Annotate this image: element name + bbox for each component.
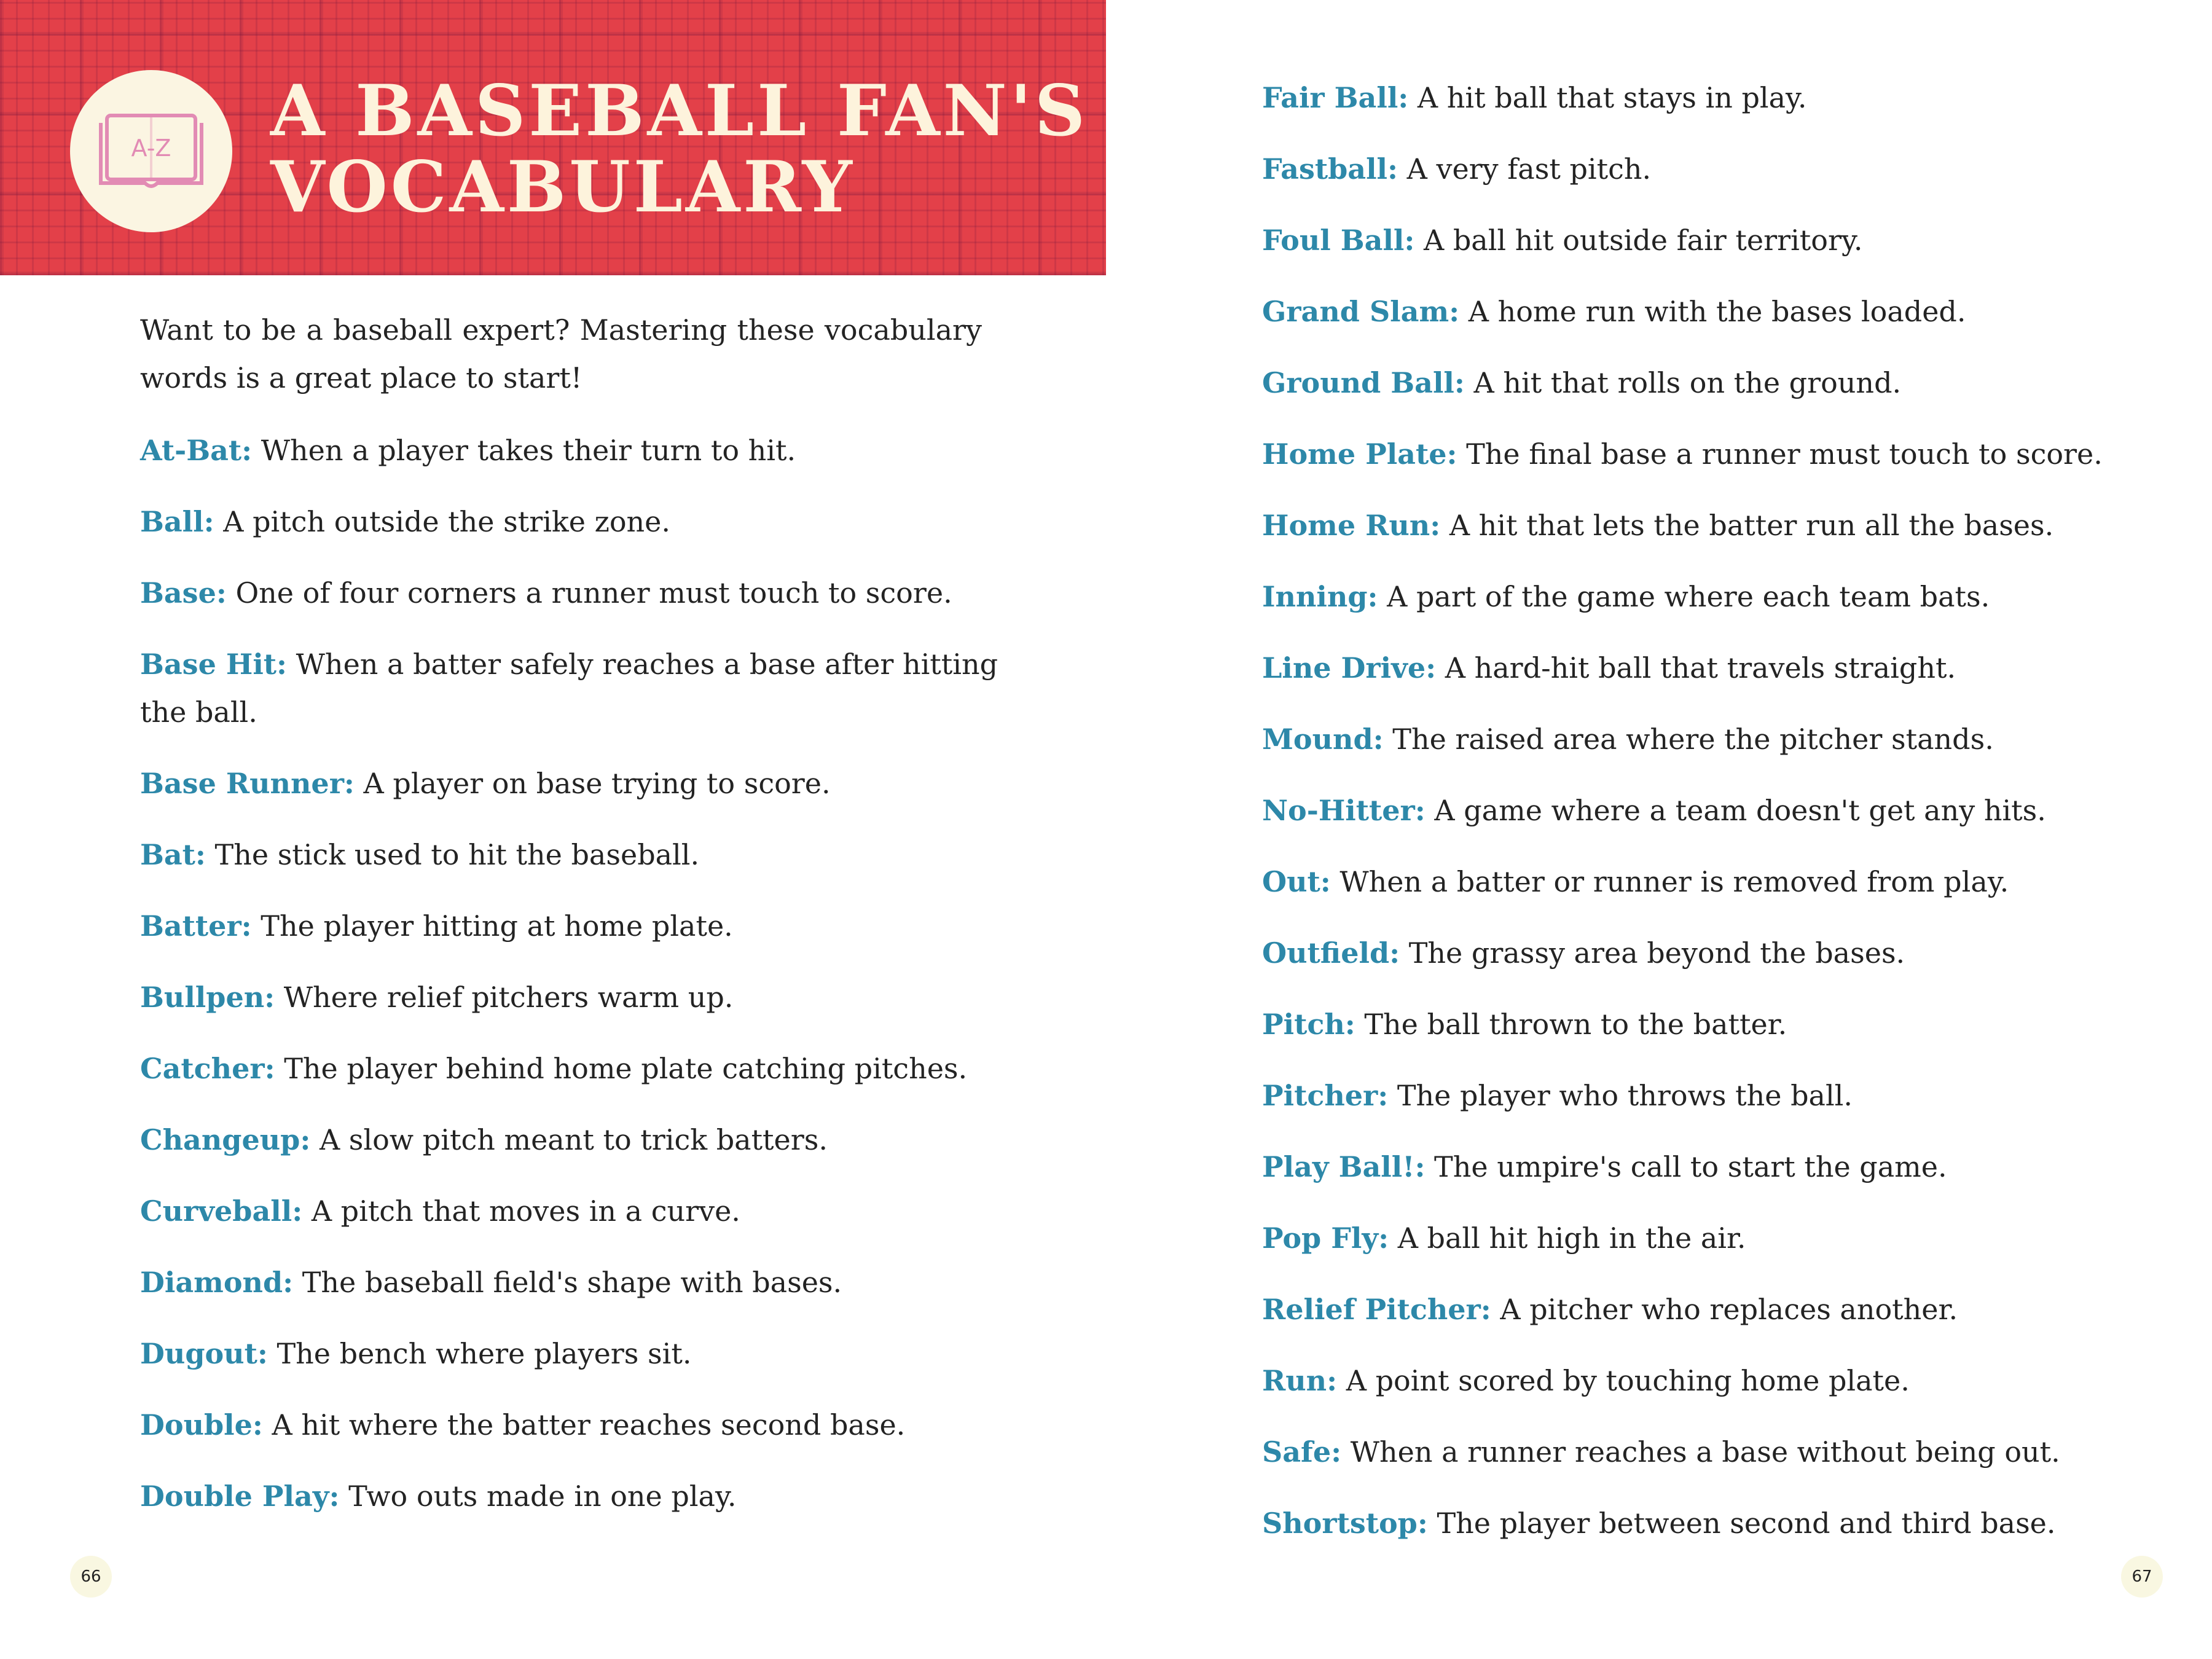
title-banner	[0, 0, 1106, 275]
vocabulary-term: Bat:	[140, 838, 206, 871]
right-page	[1106, 0, 2212, 1659]
vocabulary-term: Fair Ball:	[1262, 81, 1409, 114]
open-book-icon	[97, 111, 205, 192]
vocabulary-entry	[1262, 145, 2171, 193]
vocabulary-definition: The player hitting at home plate.	[261, 909, 733, 943]
vocabulary-term: Double Play:	[140, 1480, 340, 1513]
vocabulary-definition: One of four corners a runner must touch to score.	[235, 576, 952, 610]
vocabulary-term: Play Ball!:	[1262, 1150, 1426, 1183]
vocabulary-definition: A hit where the batter reaches second base.	[272, 1408, 906, 1441]
vocabulary-definition: When a batter safely reaches a base after hitting the ball.	[140, 648, 998, 729]
vocabulary-term: Run:	[1262, 1364, 1338, 1397]
vocabulary-term: Changeup:	[140, 1123, 311, 1156]
vocabulary-term: Base Runner:	[140, 767, 355, 800]
vocabulary-term: Outfield:	[1262, 936, 1400, 970]
vocabulary-term: Dugout:	[140, 1337, 268, 1370]
vocabulary-definition: A hit ball that stays in play.	[1417, 81, 1807, 114]
vocabulary-entry	[1262, 430, 2171, 478]
vocabulary-definition: The player between second and third base.	[1437, 1507, 2056, 1540]
vocabulary-term: Relief Pitcher:	[1262, 1293, 1491, 1326]
vocabulary-definition: When a runner reaches a base without being out.	[1350, 1435, 2060, 1469]
vocabulary-definition: When a batter or runner is removed from play.	[1339, 865, 2009, 898]
vocabulary-entry	[1262, 715, 2171, 763]
vocabulary-term: Batter:	[140, 909, 252, 943]
vocabulary-term: Line Drive:	[1262, 651, 1437, 684]
vocabulary-entry	[1262, 929, 2171, 977]
vocabulary-definition: A part of the game where each team bats.	[1387, 580, 1990, 613]
vocabulary-term: Catcher:	[140, 1052, 275, 1085]
vocabulary-term: Bullpen:	[140, 981, 275, 1014]
vocabulary-entry	[1262, 573, 2171, 621]
vocabulary-entry	[140, 498, 1000, 546]
vocabulary-term: Ball:	[140, 505, 214, 538]
vocabulary-term: At-Bat:	[140, 434, 253, 467]
vocabulary-term: Foul Ball:	[1262, 224, 1415, 257]
vocabulary-list-left	[140, 426, 1000, 1543]
vocabulary-entry	[1262, 1285, 2171, 1333]
vocabulary-definition: The raised area where the pitcher stands.	[1392, 723, 1994, 756]
vocabulary-list-right	[1262, 74, 2171, 1571]
page-number-left: 66	[70, 1556, 112, 1598]
vocabulary-term: Curveball:	[140, 1194, 303, 1228]
vocabulary-term: Pitcher:	[1262, 1079, 1389, 1112]
vocabulary-definition: The player behind home plate catching pitches.	[284, 1052, 968, 1085]
title-line-2: VOCABULARY	[270, 146, 855, 228]
vocabulary-entry	[140, 973, 1000, 1021]
vocabulary-term: Diamond:	[140, 1266, 294, 1299]
vocabulary-entry	[140, 902, 1000, 950]
intro-paragraph: Want to be a baseball expert? Mastering these vocabulary words is a great place to start!	[140, 313, 982, 394]
vocabulary-term: Ground Ball:	[1262, 366, 1465, 399]
vocabulary-definition: Where relief pitchers warm up.	[283, 981, 734, 1014]
vocabulary-entry	[1262, 501, 2171, 549]
vocabulary-definition: A pitch outside the strike zone.	[223, 505, 671, 538]
vocabulary-definition: The baseball field's shape with bases.	[302, 1266, 842, 1299]
vocabulary-term: Double:	[140, 1408, 263, 1441]
vocabulary-definition: A hit that lets the batter run all the bases.	[1449, 509, 2054, 542]
vocabulary-term: Base:	[140, 576, 227, 610]
vocabulary-entry	[1262, 216, 2171, 264]
vocabulary-definition: A ball hit high in the air.	[1397, 1222, 1746, 1255]
vocabulary-definition: A home run with the bases loaded.	[1468, 295, 1966, 328]
vocabulary-definition: The final base a runner must touch to score.	[1466, 437, 2103, 471]
vocabulary-definition: A point scored by touching home plate.	[1346, 1364, 1910, 1397]
vocabulary-entry	[1262, 1214, 2171, 1262]
vocabulary-entry	[1262, 786, 2171, 834]
vocabulary-entry	[1262, 858, 2171, 906]
vocabulary-entry	[140, 569, 1000, 617]
vocabulary-definition: The bench where players sit.	[276, 1337, 692, 1370]
vocabulary-definition: A very fast pitch.	[1406, 152, 1652, 186]
vocabulary-entry	[1262, 644, 2171, 692]
vocabulary-definition: A ball hit outside fair territory.	[1424, 224, 1863, 257]
vocabulary-entry	[1262, 1000, 2171, 1048]
vocabulary-entry	[1262, 1428, 2171, 1476]
title-line-1: A BASEBALL FAN'S	[270, 69, 1089, 152]
vocabulary-definition: When a player takes their turn to hit.	[261, 434, 796, 467]
vocabulary-term: Inning:	[1262, 580, 1378, 613]
vocabulary-definition: The grassy area beyond the bases.	[1408, 936, 1905, 970]
vocabulary-term: Mound:	[1262, 723, 1384, 756]
icon-label: A-Z	[131, 135, 171, 162]
vocabulary-entry	[140, 1401, 1000, 1449]
vocabulary-term: Safe:	[1262, 1435, 1342, 1469]
vocabulary-entry	[1262, 359, 2171, 407]
vocabulary-entry	[140, 1116, 1000, 1164]
vocabulary-term: Shortstop:	[1262, 1507, 1428, 1540]
vocabulary-entry	[1262, 288, 2171, 335]
vocabulary-definition: A hit that rolls on the ground.	[1473, 366, 1902, 399]
vocabulary-term: Out:	[1262, 865, 1331, 898]
vocabulary-entry	[140, 1330, 1000, 1378]
vocabulary-definition: The stick used to hit the baseball.	[214, 838, 700, 871]
vocabulary-definition: The player who throws the ball.	[1397, 1079, 1853, 1112]
vocabulary-term: Fastball:	[1262, 152, 1398, 186]
vocabulary-definition: A pitch that moves in a curve.	[311, 1194, 740, 1228]
vocabulary-term: Pop Fly:	[1262, 1222, 1389, 1255]
vocabulary-entry	[1262, 1072, 2171, 1120]
vocabulary-term: Grand Slam:	[1262, 295, 1460, 328]
vocabulary-entry	[1262, 74, 2171, 122]
vocabulary-entry	[140, 1045, 1000, 1092]
vocabulary-definition: Two outs made in one play.	[348, 1480, 737, 1513]
vocabulary-entry	[1262, 1499, 2171, 1547]
vocabulary-entry	[140, 1258, 1000, 1306]
vocabulary-entry	[140, 640, 1000, 736]
vocabulary-definition: A game where a team doesn't get any hits.	[1434, 794, 2046, 827]
vocabulary-entry	[1262, 1143, 2171, 1191]
vocabulary-entry	[140, 1187, 1000, 1235]
vocabulary-term: Home Plate:	[1262, 437, 1457, 471]
vocabulary-term: Base Hit:	[140, 648, 288, 681]
vocabulary-term: No-Hitter:	[1262, 794, 1426, 827]
vocabulary-definition: The ball thrown to the batter.	[1364, 1008, 1787, 1041]
vocabulary-definition: A pitcher who replaces another.	[1500, 1293, 1958, 1326]
vocabulary-entry	[140, 759, 1000, 807]
vocabulary-definition: The umpire's call to start the game.	[1434, 1150, 1947, 1183]
dictionary-badge	[70, 70, 232, 232]
page-title	[270, 69, 1089, 228]
vocabulary-definition: A slow pitch meant to trick batters.	[319, 1123, 828, 1156]
vocabulary-entry	[140, 831, 1000, 879]
vocabulary-definition: A hard-hit ball that travels straight.	[1445, 651, 1956, 684]
page-number-right: 67	[2121, 1556, 2163, 1598]
vocabulary-entry	[1262, 1357, 2171, 1405]
vocabulary-entry	[140, 1472, 1000, 1520]
vocabulary-definition: A player on base trying to score.	[363, 767, 831, 800]
vocabulary-term: Home Run:	[1262, 509, 1441, 542]
vocabulary-term: Pitch:	[1262, 1008, 1355, 1041]
vocabulary-entry	[140, 426, 1000, 474]
